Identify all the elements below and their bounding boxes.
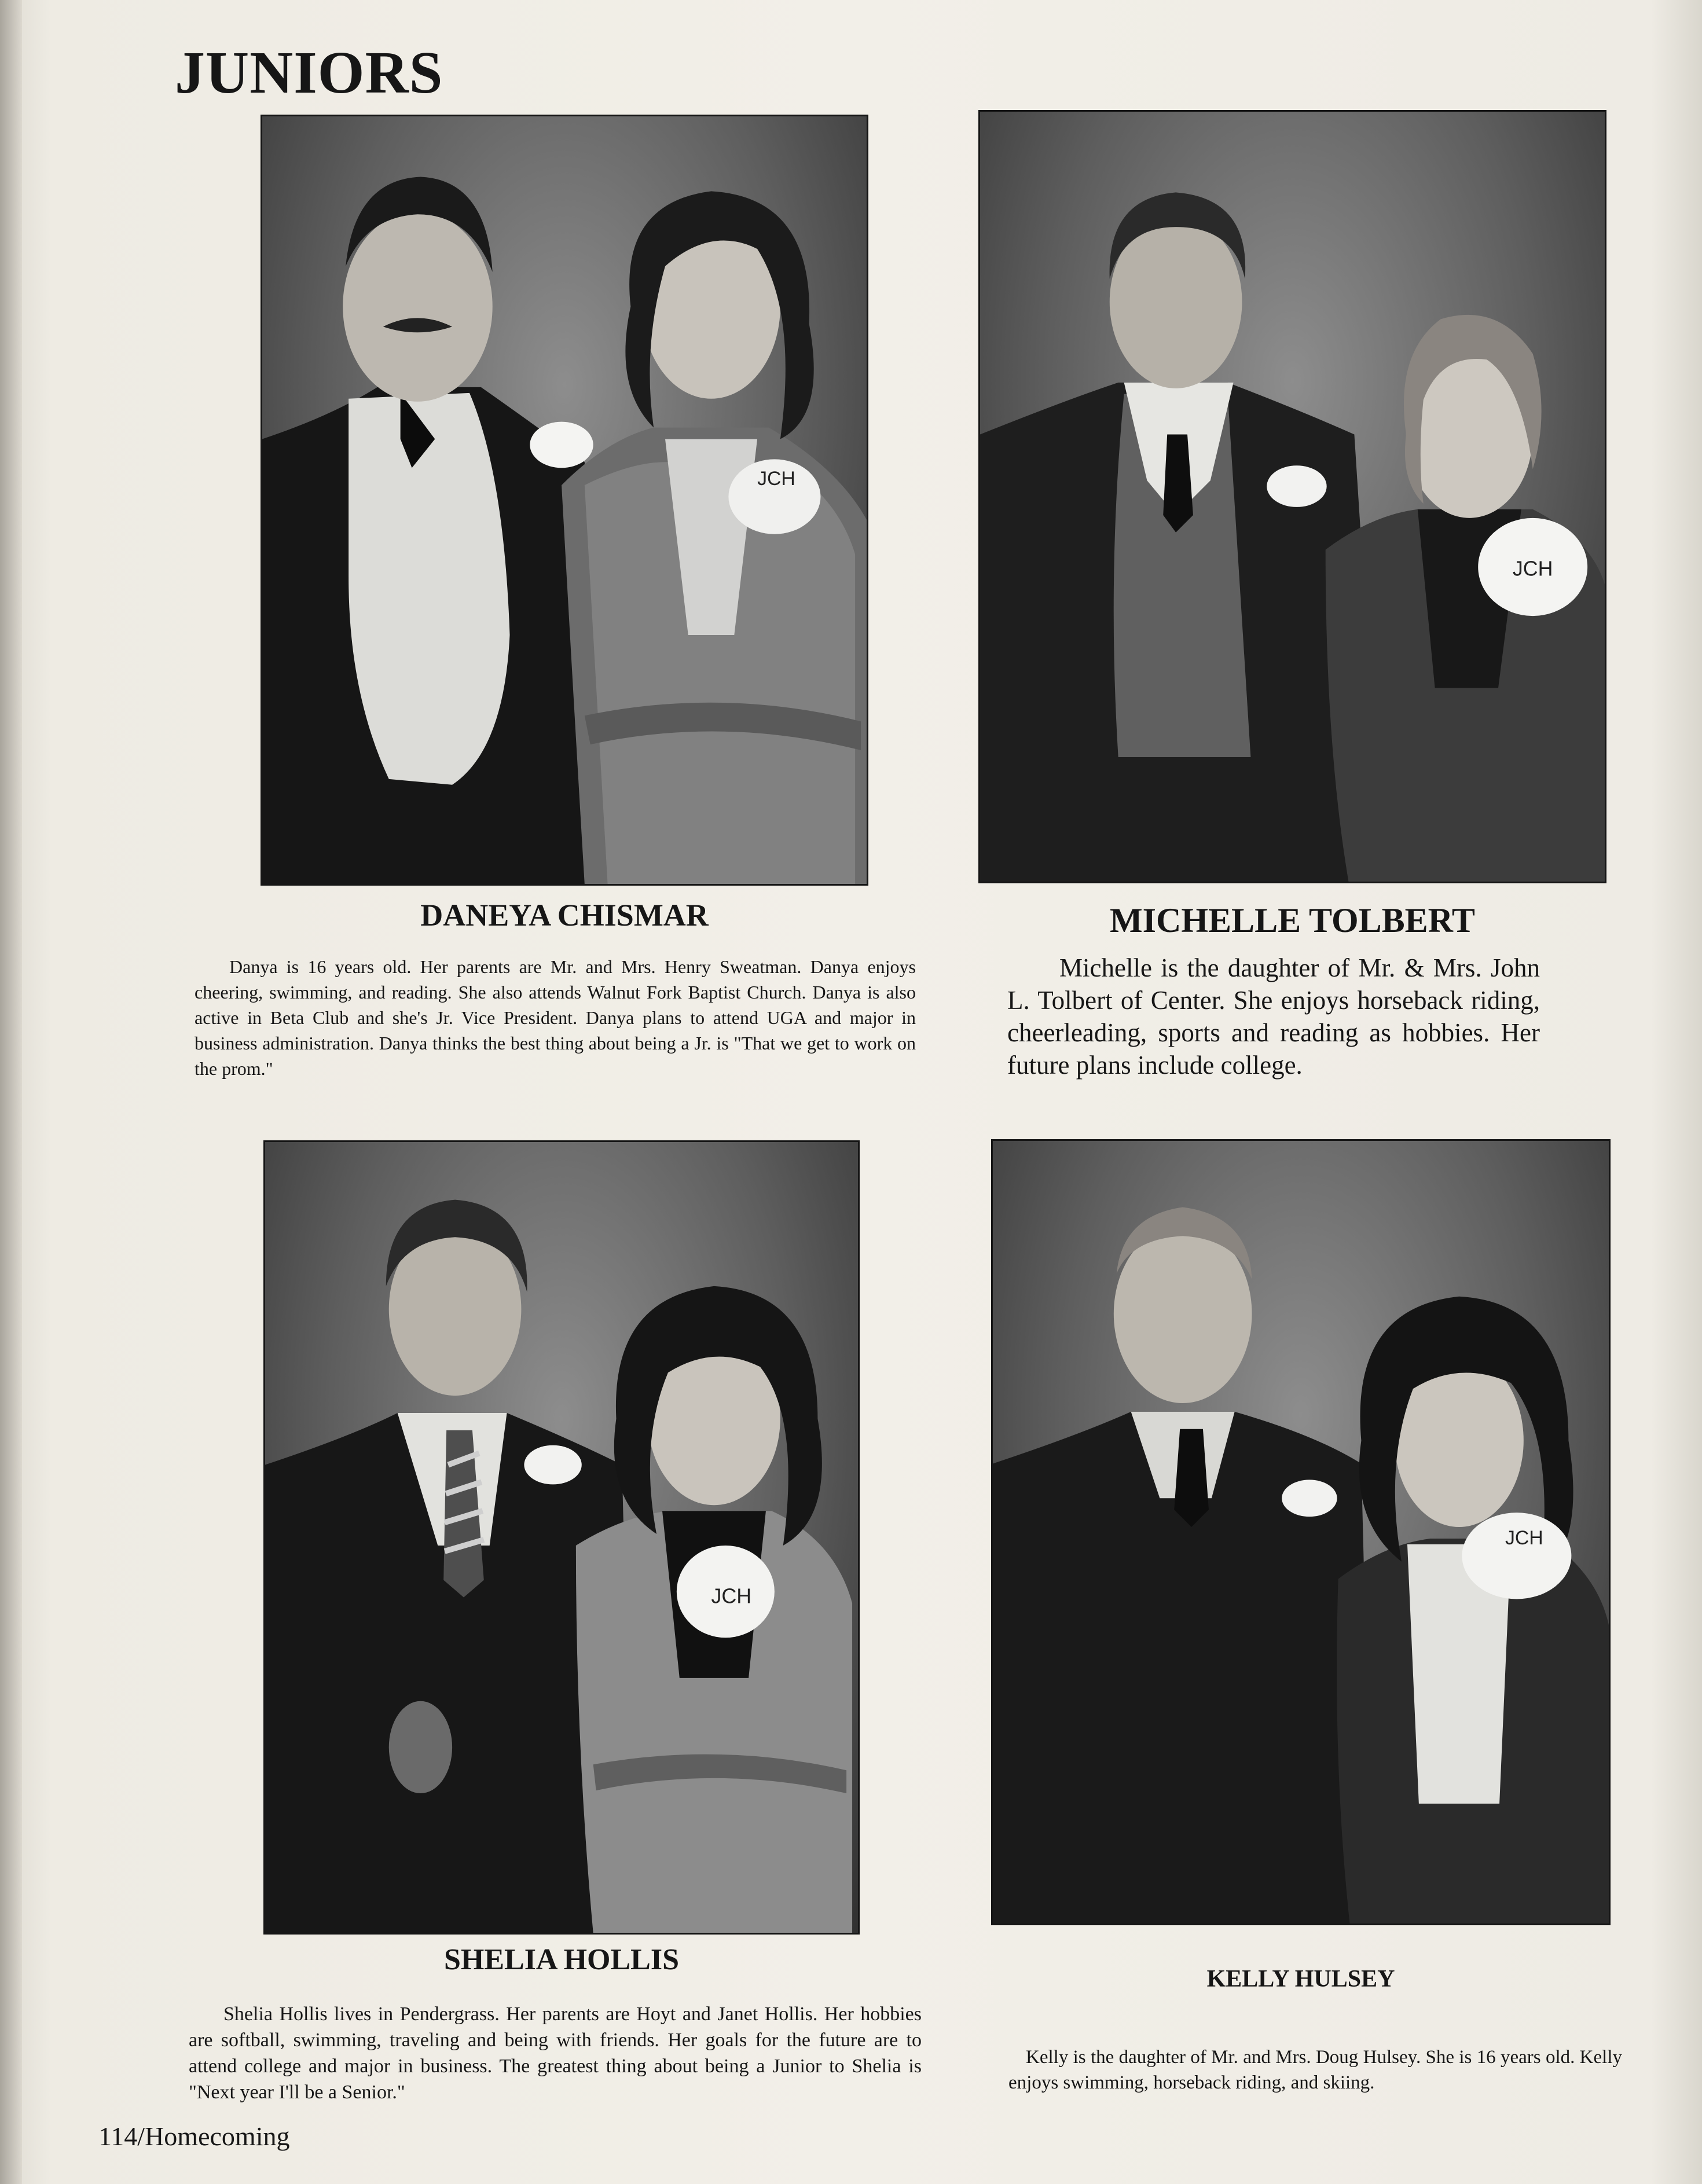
portrait-photo-hollis [263, 1140, 860, 1935]
portrait-photo-chismar [261, 115, 868, 886]
student-name-hollis: SHELIA HOLLIS [443, 1943, 680, 1976]
corsage-lettering: JCH [1512, 557, 1553, 581]
caption-tolbert: Michelle is the daughter of Mr. & Mrs. John L. Tolbert of Center. She enjoys horseback riding, cheerleading, sports and reading as hobbies. Her future plans include college. [1007, 953, 1540, 1080]
corsage-lettering: JCH [711, 1584, 752, 1608]
page-title: JUNIORS [175, 39, 443, 106]
caption-hulsey: Kelly is the daughter of Mr. and Mrs. Doug Hulsey. She is 16 years old. Kelly enjoys swimming, horseback riding, and skiing. [1008, 2047, 1622, 2093]
caption-chismar: Danya is 16 years old. Her parents are Mr. and Mrs. Henry Sweatman. Danya enjoys cheering, swimming, and reading. She also attends Walnut Fork Baptist Church. Danya is also active in Beta Club and she's Jr. Vice President. Danya plans to attend UGA and major in business administration. Danya thinks the best thing about being a Jr. is "That we get to work on the prom." [195, 956, 916, 1079]
student-name-hulsey: KELLY HULSEY [1206, 1966, 1395, 1992]
portrait-photo-tolbert [978, 110, 1606, 883]
page-spine-shadow [0, 0, 22, 2184]
portrait-photo-hulsey [991, 1139, 1611, 1925]
caption-hollis: Shelia Hollis lives in Pendergrass. Her parents are Hoyt and Janet Hollis. Her hobbies are softball, swimming, traveling and being with friends. Her goals for the future are to attend college and major in business. The greatest thing about being a Junior to Shelia is "Next year I'll be a Senior." [189, 2003, 922, 2103]
student-name-chismar: DANEYA CHISMAR [420, 898, 709, 933]
student-name-tolbert: MICHELLE TOLBERT [1110, 901, 1475, 939]
corsage-lettering: JCH [1505, 1526, 1543, 1549]
corsage-lettering: JCH [757, 468, 795, 490]
page-number-footer: 114/Homecoming [98, 2121, 290, 2151]
